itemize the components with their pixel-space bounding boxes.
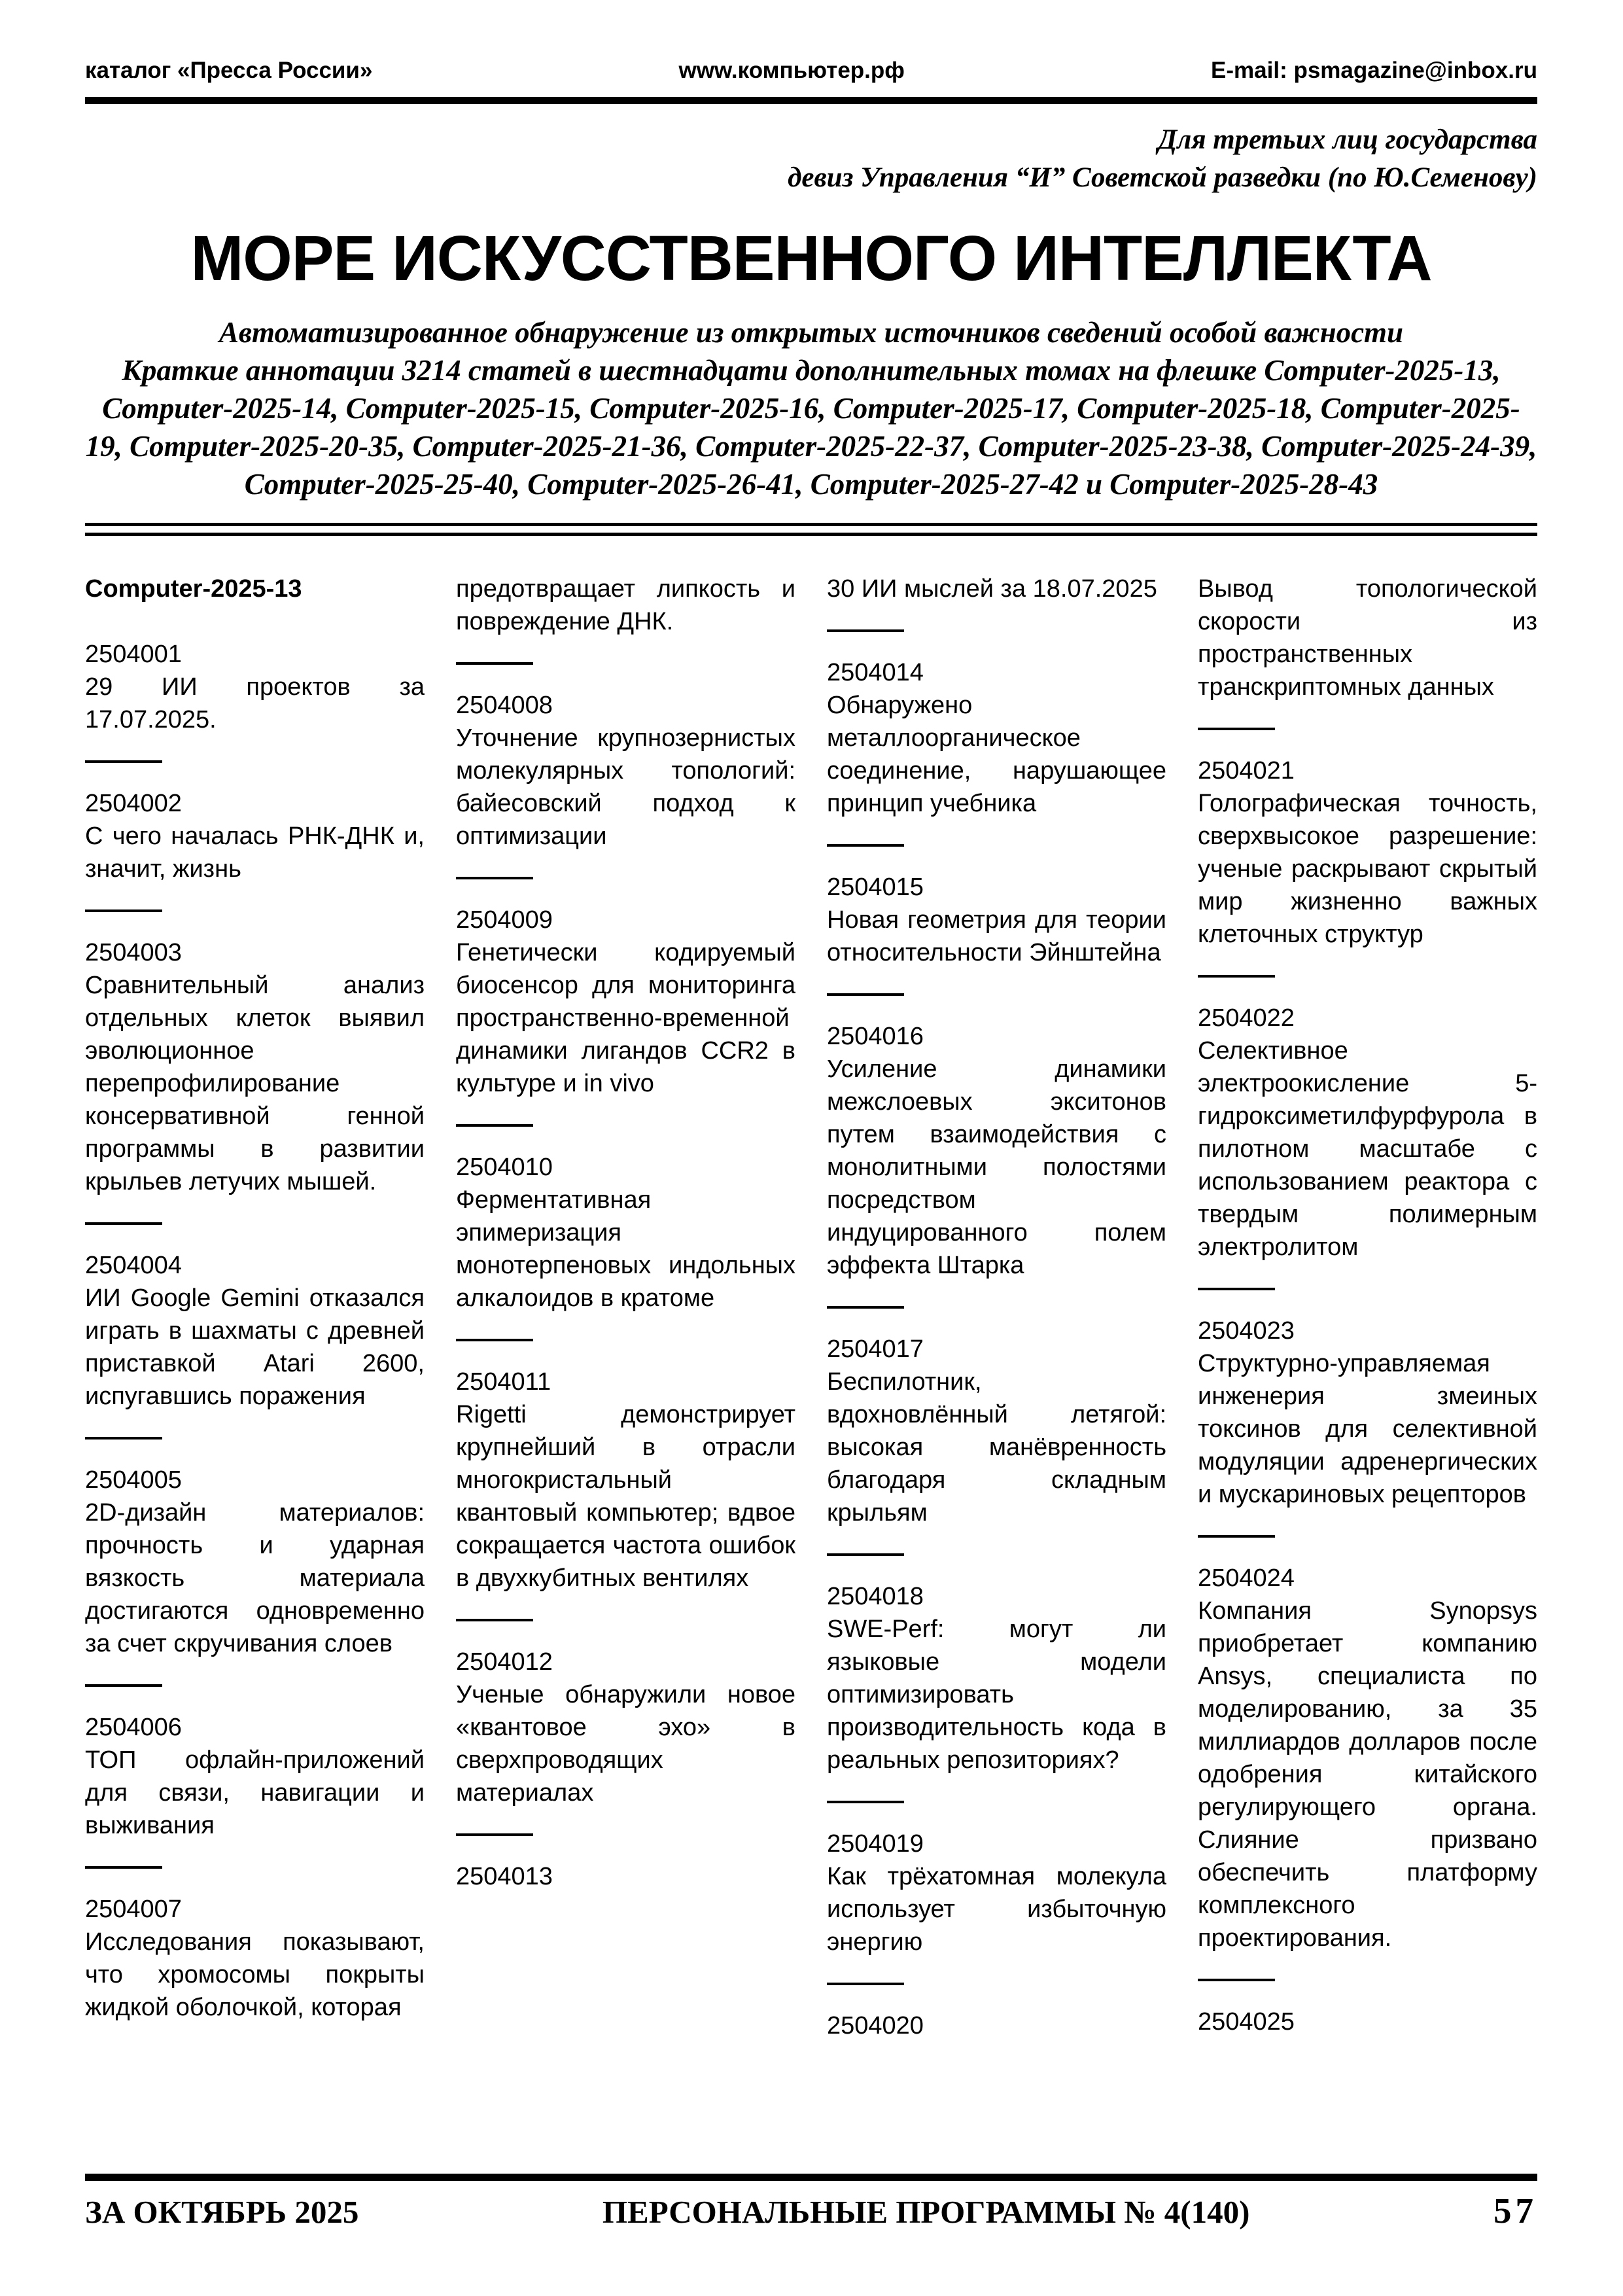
- column-2: [456, 573, 795, 2042]
- entry: [85, 787, 425, 885]
- header-catalog-label: каталог «Пресса России»: [85, 58, 373, 83]
- entry-separator: [456, 647, 795, 680]
- entry-number: 2504015: [827, 874, 924, 901]
- motto-line-1: Для третьих лиц государства: [1157, 124, 1537, 155]
- separator-line: [827, 1983, 904, 1985]
- entry-number: 2504010: [456, 1154, 553, 1181]
- entry-text: Селективное электроокисление 5-гидроксиметилфурфурола в пилотном масштабе с использованием реактора с твердым полимерным электролитом: [1198, 1037, 1537, 1261]
- entry-text: Как трёхатомная молекула использует избыточную энергию: [827, 1863, 1166, 1956]
- separator-line: [827, 629, 904, 632]
- entry-separator: [827, 1538, 1166, 1571]
- entry-number: 2504019: [827, 1830, 924, 1858]
- separator-line: [456, 1124, 533, 1127]
- entry-separator: [456, 862, 795, 894]
- separator-line: [456, 1339, 533, 1341]
- header-email: E-mail: psmagazine@inbox.ru: [1211, 58, 1537, 83]
- entry-number: 2504021: [1198, 757, 1295, 785]
- entry-separator: [1198, 1964, 1537, 1996]
- entry-separator: [827, 1968, 1166, 2000]
- entry-separator: [827, 614, 1166, 647]
- entry-number: 2504017: [827, 1335, 924, 1363]
- entry: [1198, 754, 1537, 951]
- entry-continuation-text: 30 ИИ мыслей за 18.07.2025: [827, 575, 1157, 603]
- subtitle: [85, 313, 1537, 503]
- entry-number: 2504004: [85, 1252, 182, 1279]
- entry-separator: [1198, 1520, 1537, 1553]
- entry-number: 2504006: [85, 1714, 182, 1741]
- entry-separator: [827, 1291, 1166, 1324]
- entry-text: 29 ИИ проектов за 17.07.2025.: [85, 673, 425, 733]
- entry-number: 2504023: [1198, 1317, 1295, 1345]
- entry-number: 2504025: [1198, 2008, 1295, 2036]
- entry-number: 2504011: [456, 1368, 551, 1396]
- entry-separator: [85, 1422, 425, 1455]
- entry-separator: [827, 829, 1166, 862]
- header-rule: [85, 97, 1537, 104]
- entry-number: 2504007: [85, 1896, 182, 1923]
- entry-number: 2504018: [827, 1583, 924, 1610]
- motto: [85, 121, 1537, 197]
- separator-line: [85, 910, 162, 912]
- entry: [827, 1580, 1166, 1776]
- entry-text: SWE-Perf: могут ли языковые модели оптимизировать производительность кода в реальных репозиториях?: [827, 1616, 1166, 1774]
- entry-text: Структурно-управляемая инженерия змеиных токсинов для селективной модуляции адренергических и мускариновых рецепторов: [1198, 1350, 1537, 1508]
- footer-rule: [85, 2174, 1537, 2181]
- entry-number: 2504020: [827, 2012, 924, 2040]
- entry: [1198, 1562, 1537, 1954]
- separator-line: [1198, 728, 1275, 730]
- separator-line: [827, 1306, 904, 1309]
- entry-text: 2D-дизайн материалов: прочность и ударная вязкость материала достигаются одновременно за счет скручивания слоев: [85, 1499, 425, 1657]
- entry: [85, 1249, 425, 1413]
- entry-separator: [1198, 1273, 1537, 1305]
- entry-text: Сравнительный анализ отдельных клеток выявил эволюционное перепрофилирование консервативной генной программы в развитии крыльев летучих мышей.: [85, 972, 425, 1195]
- entry-text: Беспилотник, вдохновлённый летягой: высокая манёвренность благодаря складным крыльям: [827, 1368, 1166, 1527]
- entry: [85, 1464, 425, 1660]
- entry-separator: [85, 1669, 425, 1702]
- entry: [456, 1151, 795, 1315]
- entry: [1198, 1315, 1537, 1511]
- entry-text: Компания Synopsys приобретает компанию Ansys, специалиста по моделированию, за 35 миллиардов долларов после одобрения китайского регулирующего органа. Слияние призвано обеспечить платформу комплексного проектирования.: [1198, 1597, 1537, 1952]
- entry-number: 2504014: [827, 659, 924, 686]
- entry-separator: [85, 894, 425, 927]
- entry-continuation-text: Вывод топологической скорости из пространственных транскриптомных данных: [1198, 575, 1537, 701]
- entry-number: 2504022: [1198, 1004, 1295, 1032]
- entry-number: 2504016: [827, 1023, 924, 1050]
- entry: [456, 904, 795, 1100]
- volume-heading: Computer-2025-13: [85, 575, 302, 603]
- entry-text: Усиление динамики межслоевых экситонов путем взаимодействия с монолитными полостями посредством индуцированного полем эффекта Штарка: [827, 1055, 1166, 1279]
- column-4: [1198, 573, 1537, 2042]
- entry-number: 2504024: [1198, 1564, 1295, 1592]
- entry-number: 2504008: [456, 692, 553, 719]
- entry: [456, 1366, 795, 1595]
- entry-separator: [456, 1324, 795, 1356]
- motto-line-2: девиз Управления “И” Советской разведки (по Ю.Семенову): [788, 162, 1537, 193]
- separator-line: [456, 662, 533, 665]
- entry-number: 2504012: [456, 1648, 553, 1676]
- separator-line: [456, 1833, 533, 1836]
- entry-text: С чего началась РНК-ДНК и, значит, жизнь: [85, 822, 425, 883]
- column-1: [85, 573, 425, 2042]
- entry-number: 2504005: [85, 1466, 182, 1494]
- separator-line: [85, 1866, 162, 1869]
- separator-line: [827, 993, 904, 996]
- entry-text: ТОП офлайн-приложений для связи, навигации и выживания: [85, 1746, 425, 1839]
- entry-separator: [827, 978, 1166, 1011]
- entry-number: 2504001: [85, 641, 182, 668]
- entry-separator: [1198, 713, 1537, 745]
- entry-separator: [456, 1818, 795, 1851]
- page-title: МОРЕ ИСКУССТВЕННОГО ИНТЕЛЛЕКТА: [190, 222, 1432, 294]
- page-footer: [85, 2174, 1537, 2231]
- entry-separator: [85, 745, 425, 778]
- separator-line: [1198, 1288, 1275, 1290]
- entry-text: ИИ Google Gemini отказался играть в шахматы с древней приставкой Atari 2600, испугавшись поражения: [85, 1284, 425, 1410]
- entry: [827, 871, 1166, 969]
- entry-separator: [456, 1109, 795, 1142]
- separator-line: [1198, 1535, 1275, 1538]
- entry: [827, 656, 1166, 820]
- entry-number: 2504013: [456, 1863, 553, 1890]
- separator-line: [827, 1801, 904, 1803]
- entry-text: Уточнение крупнозернистых молекулярных топологий: байесовский подход к оптимизации: [456, 724, 795, 850]
- entry: [85, 936, 425, 1198]
- entry: [1198, 1002, 1537, 1263]
- separator-line: [85, 1222, 162, 1225]
- entry-separator: [1198, 960, 1537, 993]
- entry-number: 2504009: [456, 906, 553, 934]
- entry: [85, 1893, 425, 2024]
- columns-top-rule: [85, 523, 1537, 536]
- entry-separator: [85, 1851, 425, 1884]
- entry-text: Обнаружено металлоорганическое соединение, нарушающее принцип учебника: [827, 692, 1166, 817]
- separator-line: [1198, 975, 1275, 978]
- entry-number: 2504003: [85, 939, 182, 966]
- separator-line: [456, 1619, 533, 1621]
- footer-journal-title: ПЕРСОНАЛЬНЫЕ ПРОГРАММЫ № 4(140): [602, 2194, 1250, 2230]
- subtitle-line-1: Автоматизированное обнаружение из открытых источников сведений особой важности: [218, 316, 1404, 349]
- separator-line: [456, 877, 533, 879]
- entry-text: Голографическая точность, сверхвысокое разрешение: ученые раскрывают скрытый мир жизненно важных клеточных структур: [1198, 790, 1537, 948]
- entry: [827, 1020, 1166, 1282]
- entry-separator: [456, 1604, 795, 1636]
- separator-line: [85, 1437, 162, 1439]
- separator-line: [85, 1684, 162, 1687]
- entry: [456, 1646, 795, 1809]
- entry-text: Ученые обнаружили новое «квантовое эхо» в сверхпроводящих материалах: [456, 1681, 795, 1807]
- entry-separator: [85, 1207, 425, 1240]
- separator-line: [85, 760, 162, 763]
- entry-number: 2504002: [85, 790, 182, 817]
- entry-continuation-text: предотвращает липкость и повреждение ДНК.: [456, 575, 795, 635]
- annotations-columns: [85, 573, 1537, 2042]
- entry: [85, 638, 425, 736]
- entry-text: Rigetti демонстрирует крупнейший в отрасли многокристальный квантовый компьютер; вдвое сокращается частота ошибок в двухкубитных вентилях: [456, 1401, 795, 1592]
- subtitle-volumes: Краткие аннотации 3214 статей в шестнадцати дополнительных томах на флешке Computer-2025-13, Computer-2025-14, Computer-2025-15, Computer-2025-16, Computer-2025-17, Computer-2025-18, Computer-2025-19, Computer-2025-20-35, Computer-2025-21-36, Computer-2025-22-37, Computer-2025-23-38, Computer-2025-24-39, Computer-2025-25-40, Computer-2025-26-41, Computer-2025-27-42 и Computer-2025-28-43: [85, 354, 1537, 501]
- entry: [456, 689, 795, 853]
- entry-text: Новая геометрия для теории относительности Эйнштейна: [827, 906, 1166, 966]
- page-header: [85, 0, 1537, 84]
- separator-line: [827, 1553, 904, 1556]
- entry-text: Ферментативная эпимеризация монотерпеновых индольных алкалоидов в кратоме: [456, 1186, 795, 1312]
- footer-page-number: 57: [1493, 2191, 1537, 2231]
- footer-issue-period: ЗА ОКТЯБРЬ 2025: [85, 2194, 359, 2230]
- entry: [827, 1828, 1166, 1958]
- header-website: www.компьютер.рф: [678, 58, 905, 83]
- separator-line: [827, 844, 904, 847]
- entry-text: Исследования показывают, что хромосомы покрыты жидкой оболочкой, которая: [85, 1928, 425, 2021]
- entry: [85, 1711, 425, 1842]
- entry-text: Генетически кодируемый биосенсор для мониторинга пространственно-временной динамики лигандов CCR2 в культуре и in vivo: [456, 939, 795, 1097]
- entry: [827, 1333, 1166, 1529]
- entry-separator: [827, 1786, 1166, 1818]
- separator-line: [1198, 1979, 1275, 1981]
- column-3: [827, 573, 1166, 2042]
